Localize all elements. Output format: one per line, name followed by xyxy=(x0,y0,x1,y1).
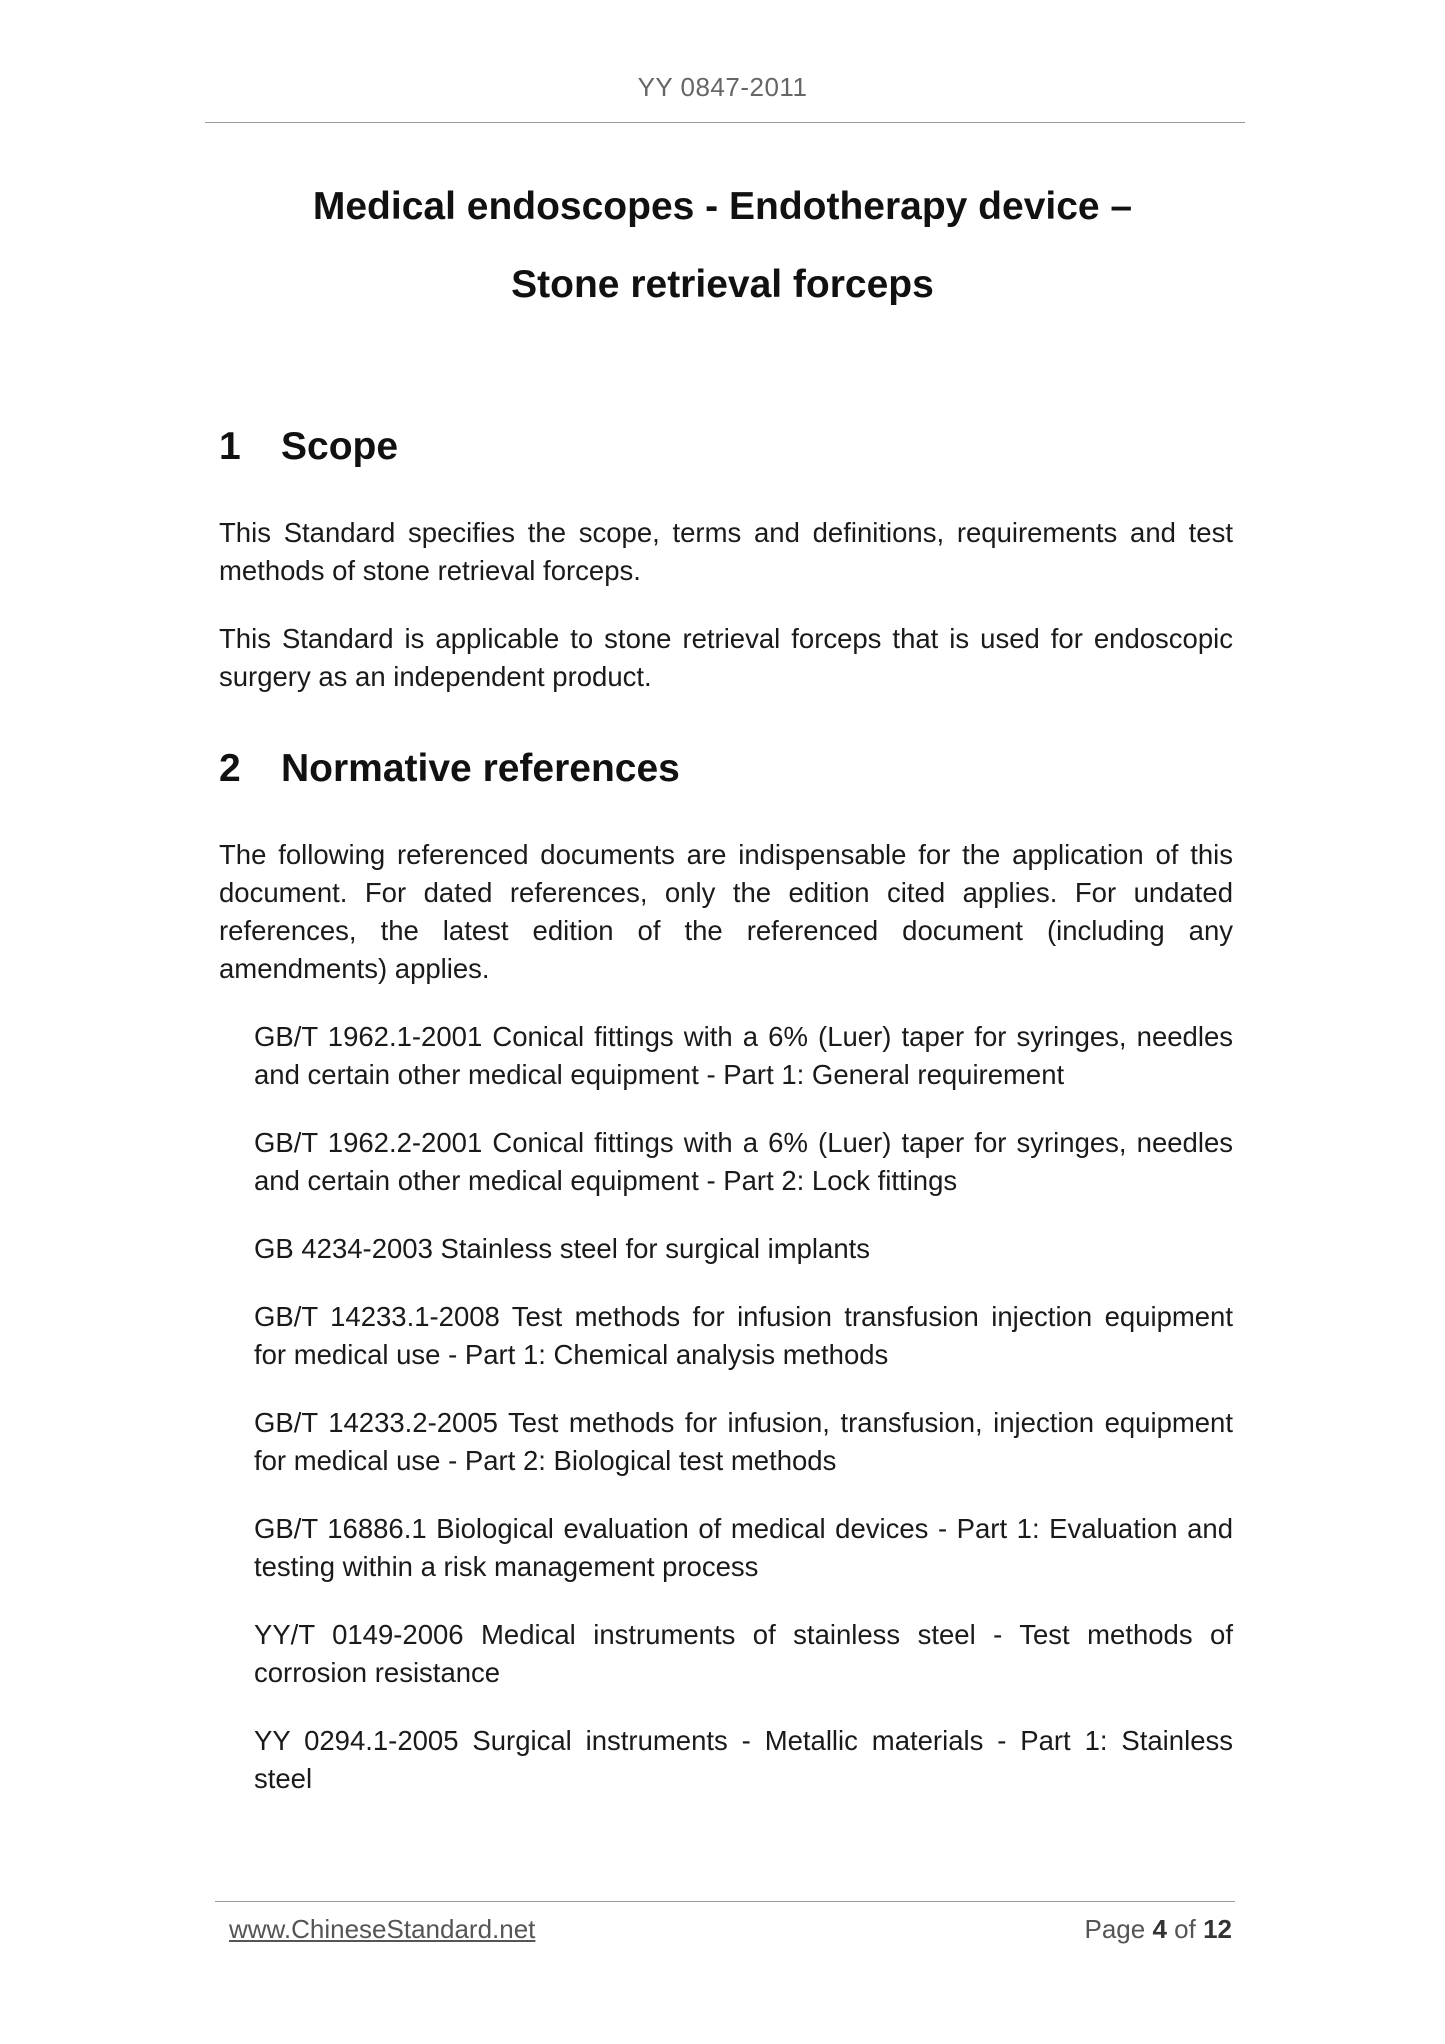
document-code: YY 0847-2011 xyxy=(637,72,808,102)
reference-item: GB/T 14233.1-2008 Test methods for infusion transfusion injection equipment for medical use - Part 1: Chemical analysis methods xyxy=(254,1301,1233,1370)
reference-item: GB/T 1962.2-2001 Conical fittings with a 6% (Luer) taper for syringes, needles and certain other medical equipment - Part 2: Lock fittings xyxy=(254,1127,1233,1196)
reference-item: GB/T 16886.1 Biological evaluation of medical devices - Part 1: Evaluation and testing within a risk management process xyxy=(254,1513,1233,1582)
footer-divider xyxy=(215,1901,1235,1902)
section-title: Normative references xyxy=(281,747,680,790)
section-title: Scope xyxy=(281,425,399,468)
document-title-line-2: Stone retrieval forceps xyxy=(511,263,934,306)
website-link[interactable]: www.ChineseStandard.net xyxy=(229,1914,536,1944)
section-heading-scope xyxy=(219,420,1233,474)
page-of-label: of xyxy=(1174,1914,1196,1944)
section-heading-normative-references xyxy=(219,742,1233,796)
normative-references-intro: The following referenced documents are indispensable for the application of this document. For dated references, only the edition cited applies. For undated references, the latest edition of the referenced document (including any amendments) applies. xyxy=(219,839,1233,984)
scope-paragraph: This Standard is applicable to stone retrieval forceps that is used for endoscopic surgery as an independent product. xyxy=(219,623,1233,692)
reference-item: GB/T 14233.2-2005 Test methods for infusion, transfusion, injection equipment for medical use - Part 2: Biological test methods xyxy=(254,1407,1233,1476)
page-label: Page xyxy=(1084,1914,1146,1944)
reference-item: YY/T 0149-2006 Medical instruments of stainless steel - Test methods of corrosion resistance xyxy=(254,1619,1233,1688)
total-pages-number: 12 xyxy=(1203,1914,1232,1944)
document-title-line-1: Medical endoscopes - Endotherapy device – xyxy=(312,185,1133,228)
reference-item: GB 4234-2003 Stainless steel for surgical implants xyxy=(254,1233,871,1264)
scope-paragraph: This Standard specifies the scope, terms and definitions, requirements and test methods of stone retrieval forceps. xyxy=(219,517,1233,586)
document-title xyxy=(0,168,1445,324)
header-divider xyxy=(205,122,1245,123)
current-page-number: 4 xyxy=(1152,1914,1167,1944)
page-indicator xyxy=(1084,1914,1232,1945)
document-body xyxy=(219,420,1233,1828)
section-number: 2 xyxy=(219,747,241,790)
section-number: 1 xyxy=(219,425,241,468)
reference-item: GB/T 1962.1-2001 Conical fittings with a 6% (Luer) taper for syringes, needles and certain other medical equipment - Part 1: General requirement xyxy=(254,1021,1233,1090)
reference-item: YY 0294.1-2005 Surgical instruments - Metallic materials - Part 1: Stainless steel xyxy=(254,1725,1233,1794)
